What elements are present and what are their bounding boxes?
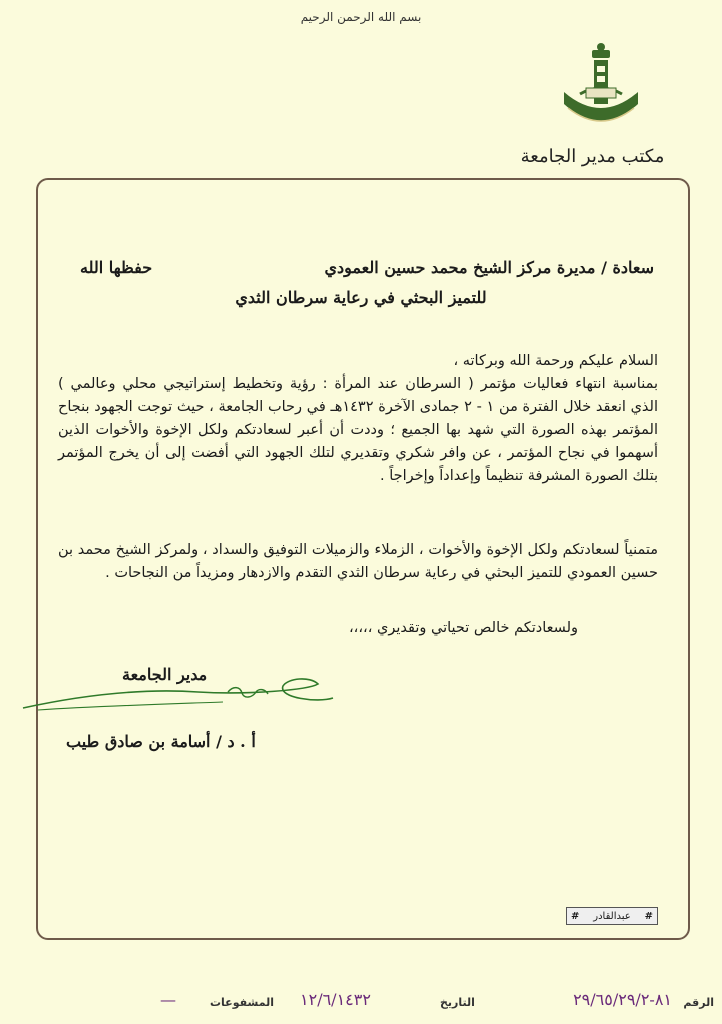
- reference-box: [566, 907, 658, 925]
- reference-mark-left: #: [571, 910, 580, 922]
- reference-name: عبدالقادر: [593, 910, 631, 922]
- addressee: سعادة / مديرة مركز الشيخ محمد حسين العمودي: [324, 258, 654, 277]
- regards: ولسعادتكم خالص تحياتي وتقديري ،،،،،: [349, 620, 578, 636]
- number-label: الرقم: [683, 996, 714, 1009]
- paragraph-2: متمنياً لسعادتكم ولكل الإخوة والأخوات ، الزملاء والزميلات التوفيق والسداد ، ولمركز الشيخ محمد بن حسين العمودي للتميز البحثي في رعاية سرطان الثدي التقدم والازدهار ومزيداً من النجاحات .: [58, 542, 658, 581]
- university-logo-icon: [556, 42, 646, 142]
- office-title: مكتب مدير الجامعة: [520, 146, 665, 167]
- signer-name: أ . د / أسامة بن صادق طيب: [66, 732, 256, 751]
- signature-icon: [18, 658, 338, 723]
- date-value: ١٢/٦/١٤٣٢: [300, 990, 371, 1009]
- footer: [0, 988, 722, 1018]
- greeting: السلام عليكم ورحمة الله وبركاته ،: [453, 353, 658, 369]
- date-label: التاريخ: [440, 996, 475, 1009]
- paragraph-1: بمناسبة انتهاء فعاليات مؤتمر ( السرطان عند المرأة : رؤية وتخطيط إستراتيجي محلي وعالمي ) الذي انعقد خلال الفترة من ١ - ٢ جمادى الآخرة ١٤٣٢هـ في رحاب الجامعة ، حيث توجت الجهود بنجاح المؤتمر بهذه الصورة التي شهد بها الجميع ؛ وددت أن أعبر لسعادتكم ولكل الإخوة والأخوات الذين أسهموا في نجاح المؤتمر ، عن وافر شكري وتقديري لتلك الجهود التي أفضت إلى أن يخرج المؤتمر بتلك الصورة المشرفة تنظيماً وإعداداً وإخراجاً .: [58, 376, 658, 484]
- reference-mark-right: #: [644, 910, 653, 922]
- attachments-value: —: [160, 990, 176, 1009]
- attachments-label: المشفوعات: [210, 996, 274, 1009]
- center-name: للتميز البحثي في رعاية سرطان الثدي: [235, 288, 487, 307]
- basmala: بسم الله الرحمن الرحيم: [300, 10, 422, 24]
- signer-title: مدير الجامعة: [122, 665, 208, 684]
- honorific: حفظها الله: [80, 258, 153, 277]
- number-value: ٨١-٢٩/٦٥/٢٩/٢: [573, 990, 672, 1009]
